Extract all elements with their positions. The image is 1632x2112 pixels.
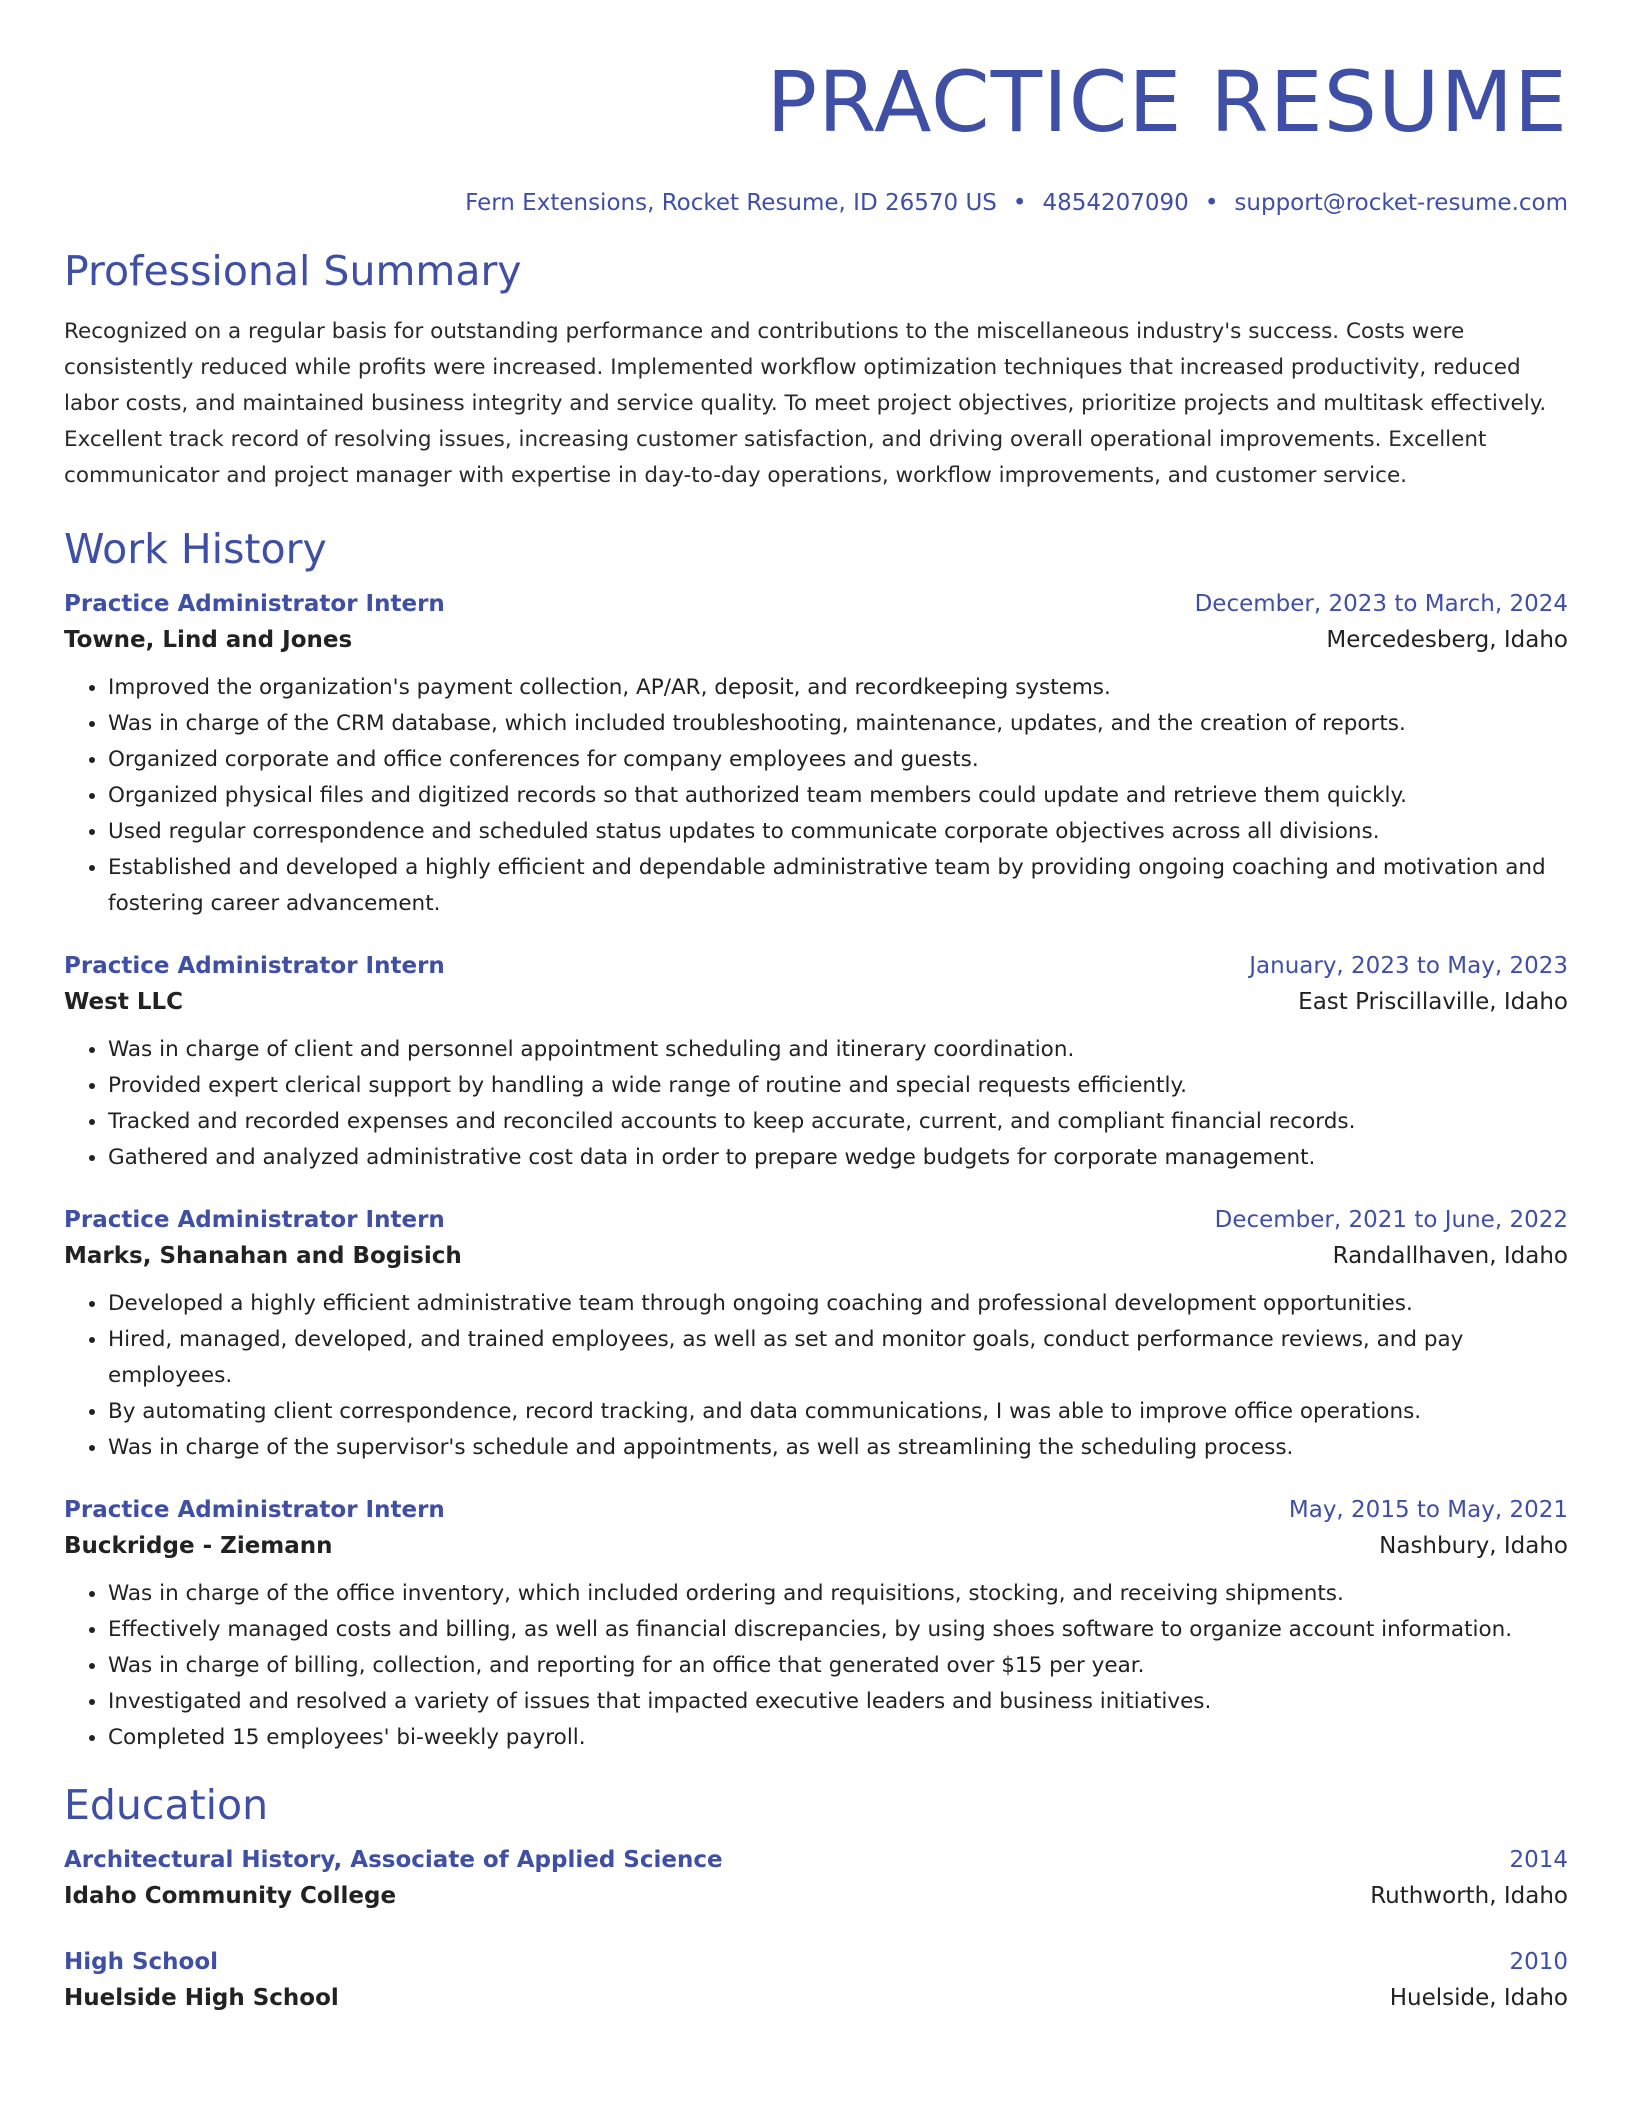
list-item: • Developed a highly efficient administrative team through ongoing coaching and professional development opportunities. bbox=[108, 1286, 1568, 1322]
job-entry bbox=[64, 1204, 1568, 1466]
education-year: 2010 bbox=[1509, 1949, 1568, 1975]
contact-address: Fern Extensions, Rocket Resume, ID 26570 US bbox=[465, 190, 997, 216]
contact-separator: • bbox=[1204, 190, 1219, 216]
education-degree: High School bbox=[64, 1949, 219, 1975]
list-item: • Was in charge of the CRM database, which included troubleshooting, maintenance, updates, and the creation of reports. bbox=[108, 706, 1568, 742]
education-school: Idaho Community College bbox=[64, 1883, 397, 1909]
education-school: Huelside High School bbox=[64, 1985, 339, 2011]
list-item: • Effectively managed costs and billing, as well as financial discrepancies, by using shoes software to organize account information. bbox=[108, 1612, 1568, 1648]
list-item: • Tracked and recorded expenses and reconciled accounts to keep accurate, current, and compliant financial records. bbox=[108, 1104, 1568, 1140]
education-entry bbox=[64, 1844, 1568, 1916]
list-item: • Was in charge of the office inventory, which included ordering and requisitions, stocking, and receiving shipments. bbox=[108, 1576, 1568, 1612]
job-bullets bbox=[64, 1032, 1568, 1176]
education-location: Ruthworth, Idaho bbox=[1370, 1883, 1568, 1909]
job-bullets bbox=[64, 670, 1568, 922]
education-degree: Architectural History, Associate of Applied Science bbox=[64, 1847, 723, 1873]
job-title: Practice Administrator Intern bbox=[64, 1207, 445, 1233]
job-location: Randallhaven, Idaho bbox=[1332, 1243, 1568, 1269]
list-item: • Organized physical files and digitized records so that authorized team members could update and retrieve them quickly. bbox=[108, 778, 1568, 814]
list-item: • Investigated and resolved a variety of issues that impacted executive leaders and business initiatives. bbox=[108, 1684, 1568, 1720]
list-item: • By automating client correspondence, record tracking, and data communications, I was able to improve office operations. bbox=[108, 1394, 1568, 1430]
education-year: 2014 bbox=[1509, 1847, 1568, 1873]
job-title: Practice Administrator Intern bbox=[64, 1497, 445, 1523]
job-entry bbox=[64, 950, 1568, 1176]
summary-text: Recognized on a regular basis for outstanding performance and contributions to the miscellaneous industry's success. Costs were consistently reduced while profits were increased. Implemented workflow optimization techniques that increased productivity, reduced labor costs, and maintained business integrity and service quality. To meet project objectives, prioritize projects and multitask effectively. Excellent track record of resolving issues, increasing customer satisfaction, and driving overall operational improvements. Excellent communicator and project manager with expertise in day-to-day operations, workflow improvements, and customer service. bbox=[64, 319, 1547, 488]
work-history-section bbox=[64, 524, 1568, 1756]
section-title-work: Work History bbox=[64, 525, 327, 573]
job-dates: January, 2023 to May, 2023 bbox=[1249, 953, 1568, 979]
list-item: • Completed 15 employees' bi-weekly payroll. bbox=[108, 1720, 1568, 1756]
list-item: • Provided expert clerical support by handling a wide range of routine and special requests efficiently. bbox=[108, 1068, 1568, 1104]
education-section bbox=[64, 1780, 1568, 2018]
job-dates: December, 2021 to June, 2022 bbox=[1214, 1207, 1568, 1233]
job-location: Nashbury, Idaho bbox=[1379, 1533, 1568, 1559]
job-bullets bbox=[64, 1576, 1568, 1756]
job-company: West LLC bbox=[64, 989, 184, 1015]
professional-summary-section bbox=[64, 246, 1568, 494]
contact-separator: • bbox=[1012, 190, 1027, 216]
contact-line bbox=[64, 188, 1568, 218]
section-title-education: Education bbox=[64, 1781, 269, 1829]
contact-email: support@rocket-resume.com bbox=[1234, 190, 1568, 216]
resume-page bbox=[64, 0, 1568, 2018]
list-item: • Improved the organization's payment collection, AP/AR, deposit, and recordkeeping systems. bbox=[108, 670, 1568, 706]
job-title: Practice Administrator Intern bbox=[64, 953, 445, 979]
list-item: • Established and developed a highly efficient and dependable administrative team by providing ongoing coaching and motivation and fostering career advancement. bbox=[108, 850, 1568, 922]
job-dates: May, 2015 to May, 2021 bbox=[1288, 1497, 1568, 1523]
list-item: • Organized corporate and office conferences for company employees and guests. bbox=[108, 742, 1568, 778]
education-entry bbox=[64, 1946, 1568, 2018]
list-item: • Gathered and analyzed administrative cost data in order to prepare wedge budgets for corporate management. bbox=[108, 1140, 1568, 1176]
list-item: • Was in charge of client and personnel appointment scheduling and itinerary coordination. bbox=[108, 1032, 1568, 1068]
list-item: • Was in charge of billing, collection, and reporting for an office that generated over $15 per year. bbox=[108, 1648, 1568, 1684]
job-bullets bbox=[64, 1286, 1568, 1466]
education-location: Huelside, Idaho bbox=[1389, 1985, 1568, 2011]
resume-name: PRACTICE RESUME bbox=[766, 53, 1568, 151]
list-item: • Was in charge of the supervisor's schedule and appointments, as well as streamlining the scheduling process. bbox=[108, 1430, 1568, 1466]
job-entry bbox=[64, 588, 1568, 922]
list-item: • Hired, managed, developed, and trained employees, as well as set and monitor goals, conduct performance reviews, and pay employees. bbox=[108, 1322, 1568, 1394]
job-title: Practice Administrator Intern bbox=[64, 591, 445, 617]
job-location: Mercedesberg, Idaho bbox=[1326, 627, 1568, 653]
section-title-summary: Professional Summary bbox=[64, 247, 522, 295]
job-dates: December, 2023 to March, 2024 bbox=[1194, 591, 1568, 617]
job-company: Towne, Lind and Jones bbox=[64, 627, 353, 653]
job-entry bbox=[64, 1494, 1568, 1756]
contact-phone: 4854207090 bbox=[1042, 190, 1189, 216]
job-location: East Priscillaville, Idaho bbox=[1298, 989, 1568, 1015]
job-company: Buckridge - Ziemann bbox=[64, 1533, 333, 1559]
list-item: • Used regular correspondence and scheduled status updates to communicate corporate objectives across all divisions. bbox=[108, 814, 1568, 850]
job-company: Marks, Shanahan and Bogisich bbox=[64, 1243, 462, 1269]
